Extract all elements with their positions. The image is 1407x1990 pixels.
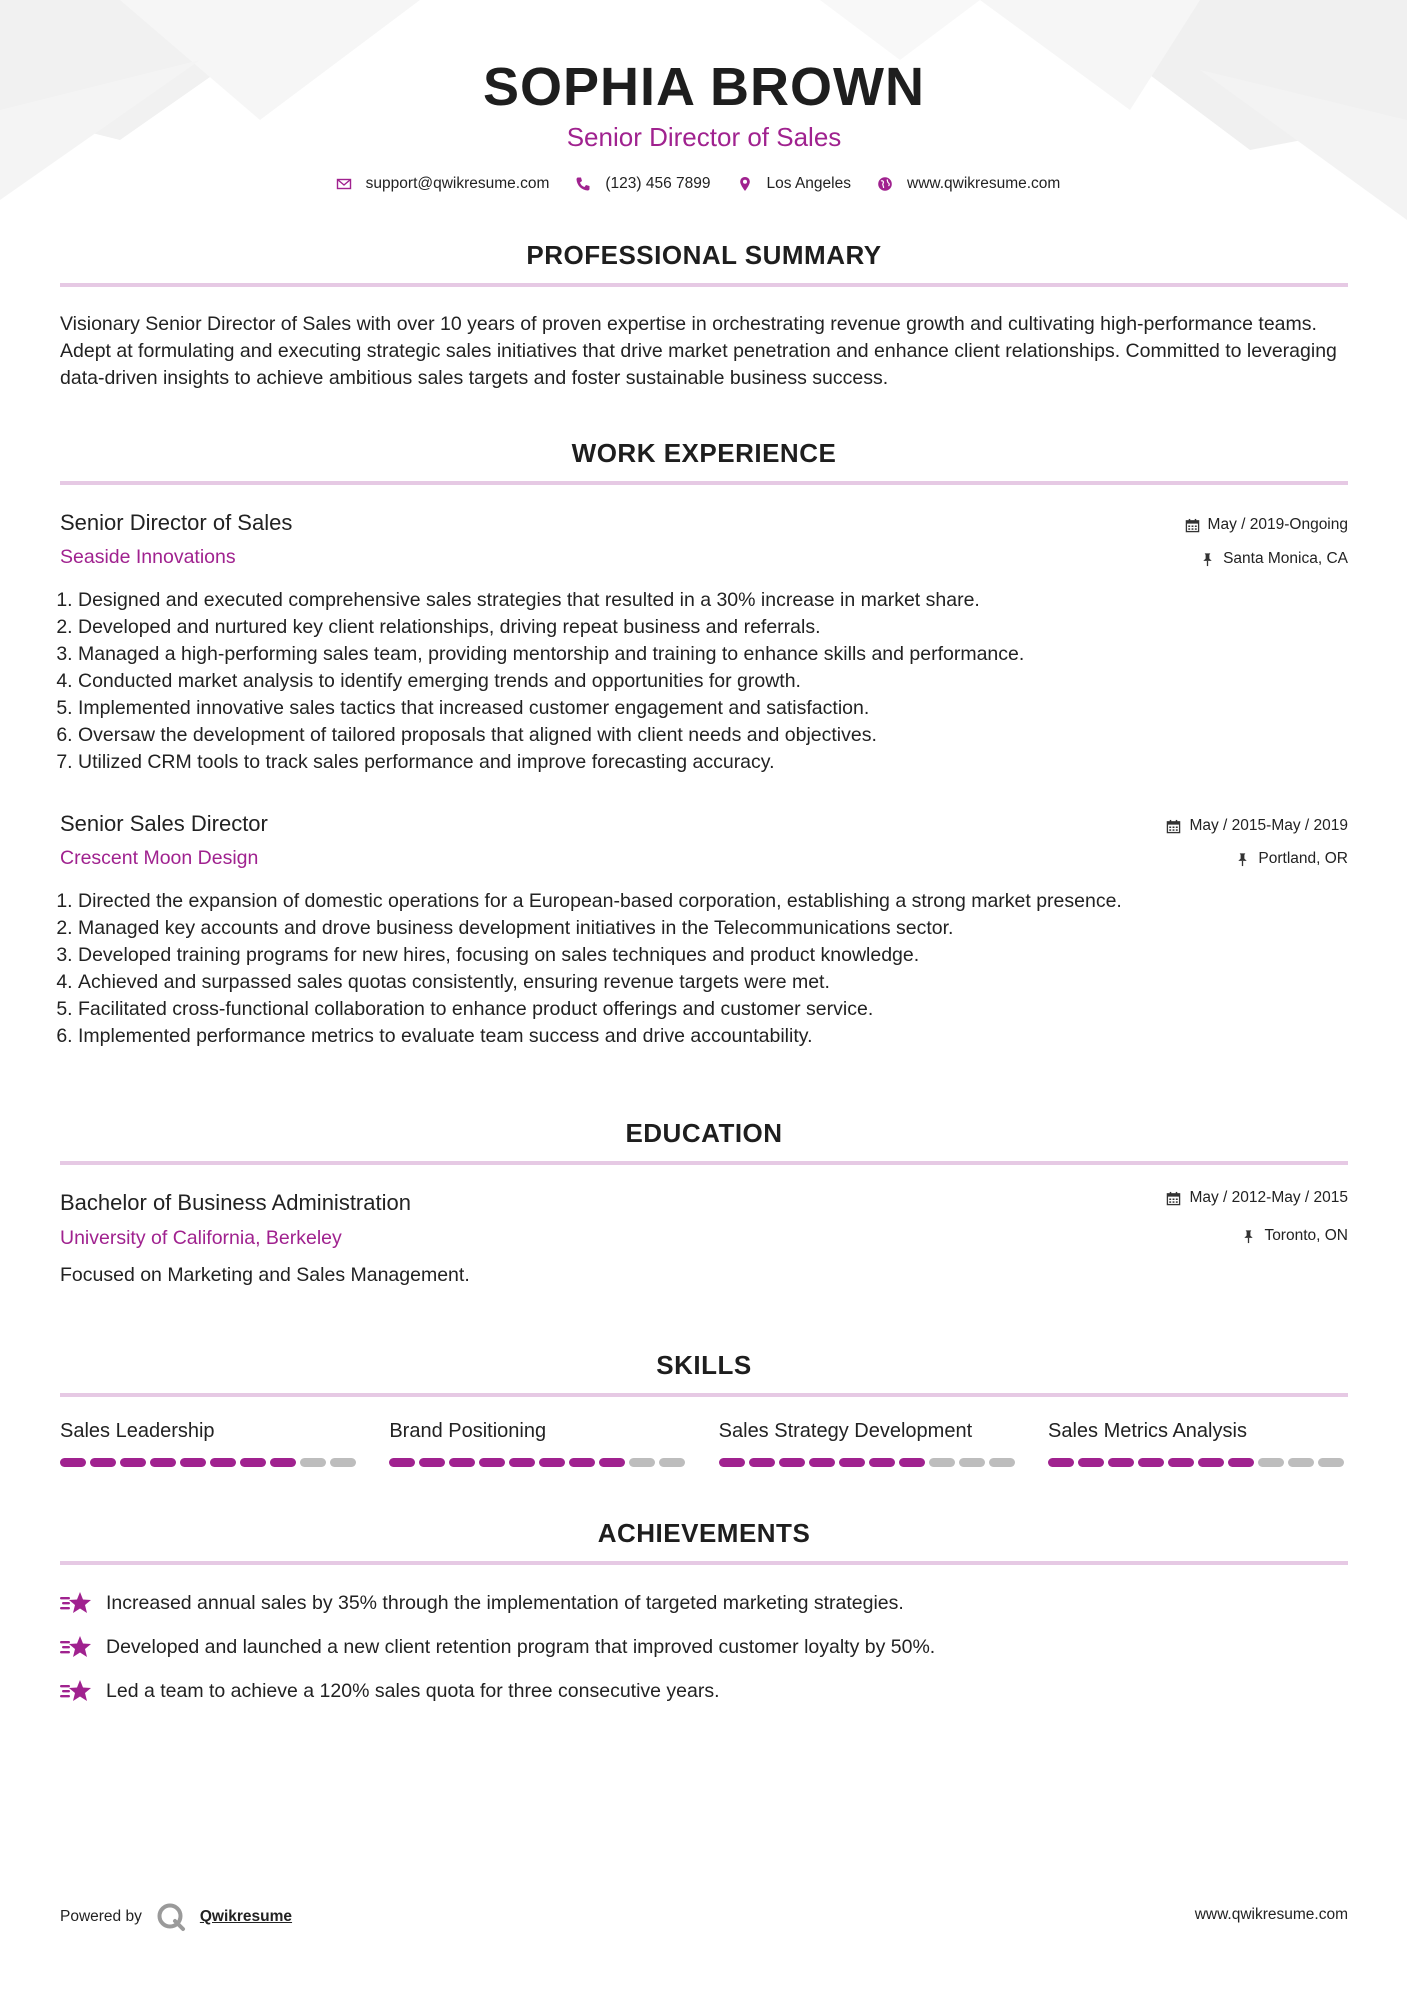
duty-item: 5. Facilitated cross-functional collaboration to enhance product offerings and customer service. xyxy=(78,996,1366,1023)
achievement-item xyxy=(60,1590,1348,1616)
skill-segment-filled xyxy=(569,1458,595,1467)
skill-segment-filled xyxy=(509,1458,535,1467)
skill-segment-filled xyxy=(1228,1458,1254,1467)
contact-phone-text: (123) 456 7899 xyxy=(605,175,711,192)
duty-item: 3. Managed a high-performing sales team, providing mentorship and training to enhance skills and performance. xyxy=(78,641,1366,668)
duty-item: 2. Developed and nurtured key client relationships, driving repeat business and referrals. xyxy=(78,614,1366,641)
map-marker-icon xyxy=(737,176,753,192)
skill-segment-filled xyxy=(90,1458,116,1467)
contact-bar xyxy=(60,175,1348,193)
job-location xyxy=(1200,550,1348,568)
duty-item: 5. Implemented innovative sales tactics that increased customer engagement and satisfaction. xyxy=(78,695,1366,722)
skill-segment-filled xyxy=(479,1458,505,1467)
shooting-star-icon xyxy=(60,1678,92,1704)
job-location-text: Portland, OR xyxy=(1258,850,1348,867)
skill-item xyxy=(719,1420,1019,1467)
skill-item xyxy=(60,1420,360,1467)
contact-website-text: www.qwikresume.com xyxy=(907,175,1061,192)
skills-rule xyxy=(60,1393,1348,1397)
skill-segment-empty xyxy=(929,1458,955,1467)
school-name: University of California, Berkeley xyxy=(60,1227,342,1249)
skill-segment-filled xyxy=(1108,1458,1134,1467)
education-rule xyxy=(60,1161,1348,1165)
duty-item: 7. Utilized CRM tools to track sales performance and improve forecasting accuracy. xyxy=(78,749,1366,776)
contact-location-text: Los Angeles xyxy=(766,175,851,192)
pushpin-icon xyxy=(1241,1229,1256,1244)
education-note: Focused on Marketing and Sales Management. xyxy=(60,1264,470,1286)
contact-website[interactable] xyxy=(877,175,1060,193)
contact-email-text: support@qwikresume.com xyxy=(365,175,550,192)
skill-level-bar xyxy=(719,1458,1019,1467)
skill-segment-empty xyxy=(1258,1458,1284,1467)
duty-item: 3. Developed training programs for new hires, focusing on sales techniques and product knowledge. xyxy=(78,942,1366,969)
education-location xyxy=(1241,1227,1348,1245)
summary-text: Visionary Senior Director of Sales with over 10 years of proven expertise in orchestrating revenue growth and cultivating high-performance teams. Adept at formulating and executing strategic sales initiatives that drive market penetration and enhance client relationships. Committed to leveraging data-driven insights to achieve ambitious sales targets and foster sustainable business success. xyxy=(60,313,1337,389)
summary-rule xyxy=(60,283,1348,287)
skill-segment-filled xyxy=(449,1458,475,1467)
skill-segment-filled xyxy=(1168,1458,1194,1467)
shooting-star-icon xyxy=(60,1634,92,1660)
skill-level-bar xyxy=(1048,1458,1348,1467)
job-location-text: Santa Monica, CA xyxy=(1223,550,1348,567)
summary-heading: PROFESSIONAL SUMMARY xyxy=(526,240,882,270)
skill-segment-filled xyxy=(599,1458,625,1467)
skill-name: Sales Leadership xyxy=(60,1420,215,1442)
achievements-heading: ACHIEVEMENTS xyxy=(597,1518,811,1548)
education-location-text: Toronto, ON xyxy=(1264,1227,1348,1244)
skill-item xyxy=(1048,1420,1348,1467)
skill-segment-empty xyxy=(959,1458,985,1467)
skill-segment-filled xyxy=(809,1458,835,1467)
job-company: Crescent Moon Design xyxy=(60,847,259,869)
duty-item: 1. Designed and executed comprehensive sales strategies that resulted in a 30% increase in market share. xyxy=(78,587,1366,614)
job-company: Seaside Innovations xyxy=(60,546,236,568)
education-heading: EDUCATION xyxy=(625,1118,783,1148)
skill-segment-filled xyxy=(180,1458,206,1467)
skill-item xyxy=(389,1420,689,1467)
skill-name: Sales Metrics Analysis xyxy=(1047,1420,1247,1442)
degree-title: Bachelor of Business Administration xyxy=(60,1190,411,1215)
skill-segment-filled xyxy=(1048,1458,1074,1467)
phone-icon xyxy=(575,176,591,192)
skill-segment-filled xyxy=(60,1458,86,1467)
skill-segment-filled xyxy=(1138,1458,1164,1467)
skill-segment-empty xyxy=(300,1458,326,1467)
achievement-text: Led a team to achieve a 120% sales quota for three consecutive years. xyxy=(106,1679,720,1702)
globe-icon xyxy=(877,176,893,192)
skill-segment-filled xyxy=(150,1458,176,1467)
skill-segment-filled xyxy=(419,1458,445,1467)
skill-segment-empty xyxy=(1288,1458,1314,1467)
skill-segment-filled xyxy=(270,1458,296,1467)
achievement-item xyxy=(60,1678,1348,1704)
skill-level-bar xyxy=(389,1458,689,1467)
calendar-icon xyxy=(1166,1191,1181,1206)
skill-segment-filled xyxy=(210,1458,236,1467)
contact-phone[interactable] xyxy=(575,175,710,193)
achievement-text: Increased annual sales by 35% through the implementation of targeted marketing strategies. xyxy=(106,1591,904,1614)
skill-name: Brand Positioning xyxy=(389,1420,547,1442)
experience-rule xyxy=(60,481,1348,485)
skill-level-bar xyxy=(60,1458,360,1467)
experience-heading: WORK EXPERIENCE xyxy=(571,438,837,468)
skill-segment-empty xyxy=(1318,1458,1344,1467)
job-date xyxy=(1185,516,1348,534)
footer-powered-by xyxy=(60,1902,292,1932)
powered-by-label: Powered by xyxy=(60,1908,142,1925)
job-location xyxy=(1235,850,1348,868)
skill-segment-filled xyxy=(1078,1458,1104,1467)
education-date-text: May / 2012-May / 2015 xyxy=(1189,1189,1348,1206)
contact-email[interactable] xyxy=(336,175,550,193)
skill-segment-empty xyxy=(330,1458,356,1467)
calendar-icon xyxy=(1185,518,1200,533)
contact-location xyxy=(737,175,851,193)
achievement-item xyxy=(60,1634,1348,1660)
duty-item: 6. Oversaw the development of tailored proposals that aligned with client needs and objectives. xyxy=(78,722,1366,749)
shooting-star-icon xyxy=(60,1590,92,1616)
skill-segment-filled xyxy=(240,1458,266,1467)
duty-item: 6. Implemented performance metrics to evaluate team success and drive accountability. xyxy=(78,1023,1366,1050)
brand-link[interactable]: Qwikresume xyxy=(199,1908,293,1925)
duty-item: 2. Managed key accounts and drove business development initiatives in the Telecommunications sector. xyxy=(78,915,1366,942)
duty-item: 1. Directed the expansion of domestic operations for a European-based corporation, establishing a strong market presence. xyxy=(78,888,1366,915)
pushpin-icon xyxy=(1200,552,1215,567)
qwikresume-logo-icon xyxy=(156,1902,186,1932)
skill-segment-empty xyxy=(629,1458,655,1467)
skill-segment-filled xyxy=(899,1458,925,1467)
skills-heading: SKILLS xyxy=(656,1350,752,1380)
skill-segment-filled xyxy=(869,1458,895,1467)
job-date-text: May / 2019-Ongoing xyxy=(1207,516,1348,533)
skill-name: Sales Strategy Development xyxy=(718,1420,973,1442)
footer-url[interactable]: www.qwikresume.com xyxy=(1194,1906,1348,1923)
pushpin-icon xyxy=(1235,852,1250,867)
calendar-icon xyxy=(1166,819,1181,834)
candidate-title: Senior Director of Sales xyxy=(566,122,842,152)
duty-item: 4. Conducted market analysis to identify emerging trends and opportunities for growth. xyxy=(78,668,1366,695)
skill-segment-empty xyxy=(989,1458,1015,1467)
skill-segment-filled xyxy=(839,1458,865,1467)
skill-segment-filled xyxy=(120,1458,146,1467)
achievement-text: Developed and launched a new client retention program that improved customer loyalty by 50%. xyxy=(106,1635,936,1658)
job-title: Senior Director of Sales xyxy=(60,510,293,535)
skill-segment-filled xyxy=(389,1458,415,1467)
skill-segment-filled xyxy=(1198,1458,1224,1467)
envelope-icon xyxy=(336,176,352,192)
job-duties xyxy=(60,888,1366,1050)
duty-item: 4. Achieved and surpassed sales quotas consistently, ensuring revenue targets were met. xyxy=(78,969,1366,996)
job-duties xyxy=(60,587,1366,776)
job-date xyxy=(1166,817,1348,835)
skill-segment-filled xyxy=(539,1458,565,1467)
skill-segment-filled xyxy=(779,1458,805,1467)
achievements-rule xyxy=(60,1561,1348,1565)
education-date xyxy=(1166,1189,1348,1207)
job-date-text: May / 2015-May / 2019 xyxy=(1189,817,1348,834)
skill-segment-filled xyxy=(749,1458,775,1467)
candidate-name: SOPHIA BROWN xyxy=(483,57,925,117)
skill-segment-empty xyxy=(659,1458,685,1467)
job-title: Senior Sales Director xyxy=(60,811,268,836)
skill-segment-filled xyxy=(719,1458,745,1467)
skills-list xyxy=(60,1420,1348,1467)
